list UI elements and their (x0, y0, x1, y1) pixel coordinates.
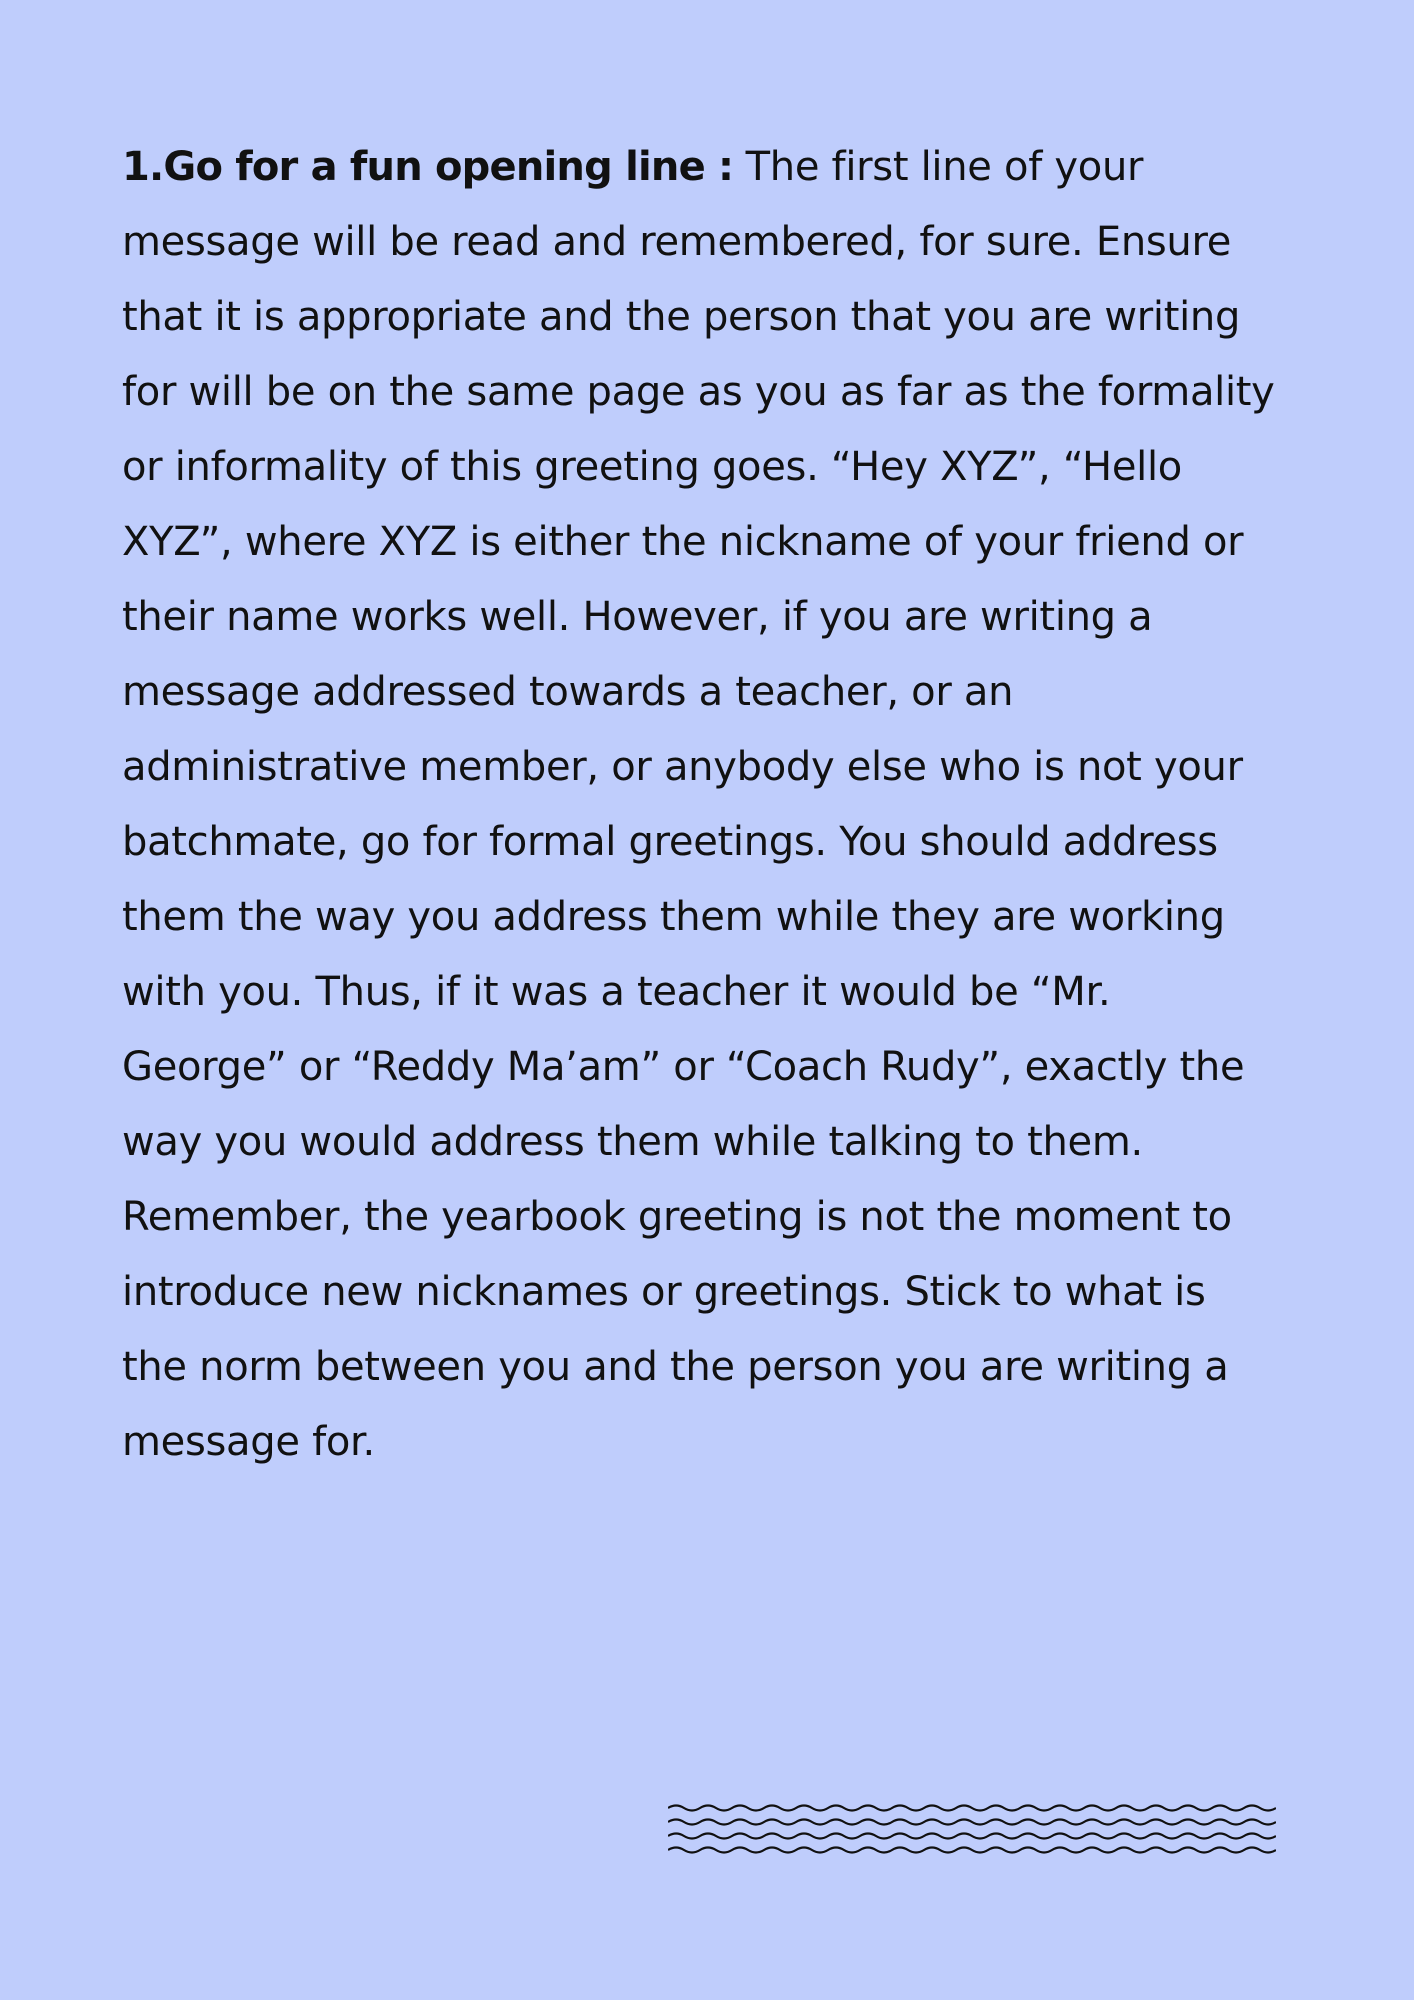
wave-line (668, 1806, 1276, 1811)
wave-line (668, 1820, 1276, 1825)
wave-line (668, 1834, 1276, 1839)
wave-pattern-icon (668, 1800, 1276, 1860)
paragraph-opening-line (122, 130, 1282, 1480)
wave-line (668, 1848, 1276, 1853)
section-body-text: The first line of your message will be read and remembered, for sure. Ensure that it is appropriate and the person that you are writing for will be on the same page as you as far as the formality or informality of this greeting goes. “Hey XYZ”, “Hello XYZ”, where XYZ is either the nickname of your friend or their name works well. However, if you are writing a message addressed towards a teacher, or an administrative member, or anybody else who is not your batchmate, go for formal greetings. You should address them the way you address them while they are working with you. Thus, if it was a teacher it would be “Mr. George” or “Reddy Ma’am” or “Coach Rudy”, exactly the way you would address them while talking to them. Remember, the yearbook greeting is not the moment to introduce new nicknames or greetings. Stick to what is the norm between you and the person you are writing a message for. (122, 144, 1275, 1465)
section-heading: 1.Go for a fun opening line : (122, 144, 734, 190)
